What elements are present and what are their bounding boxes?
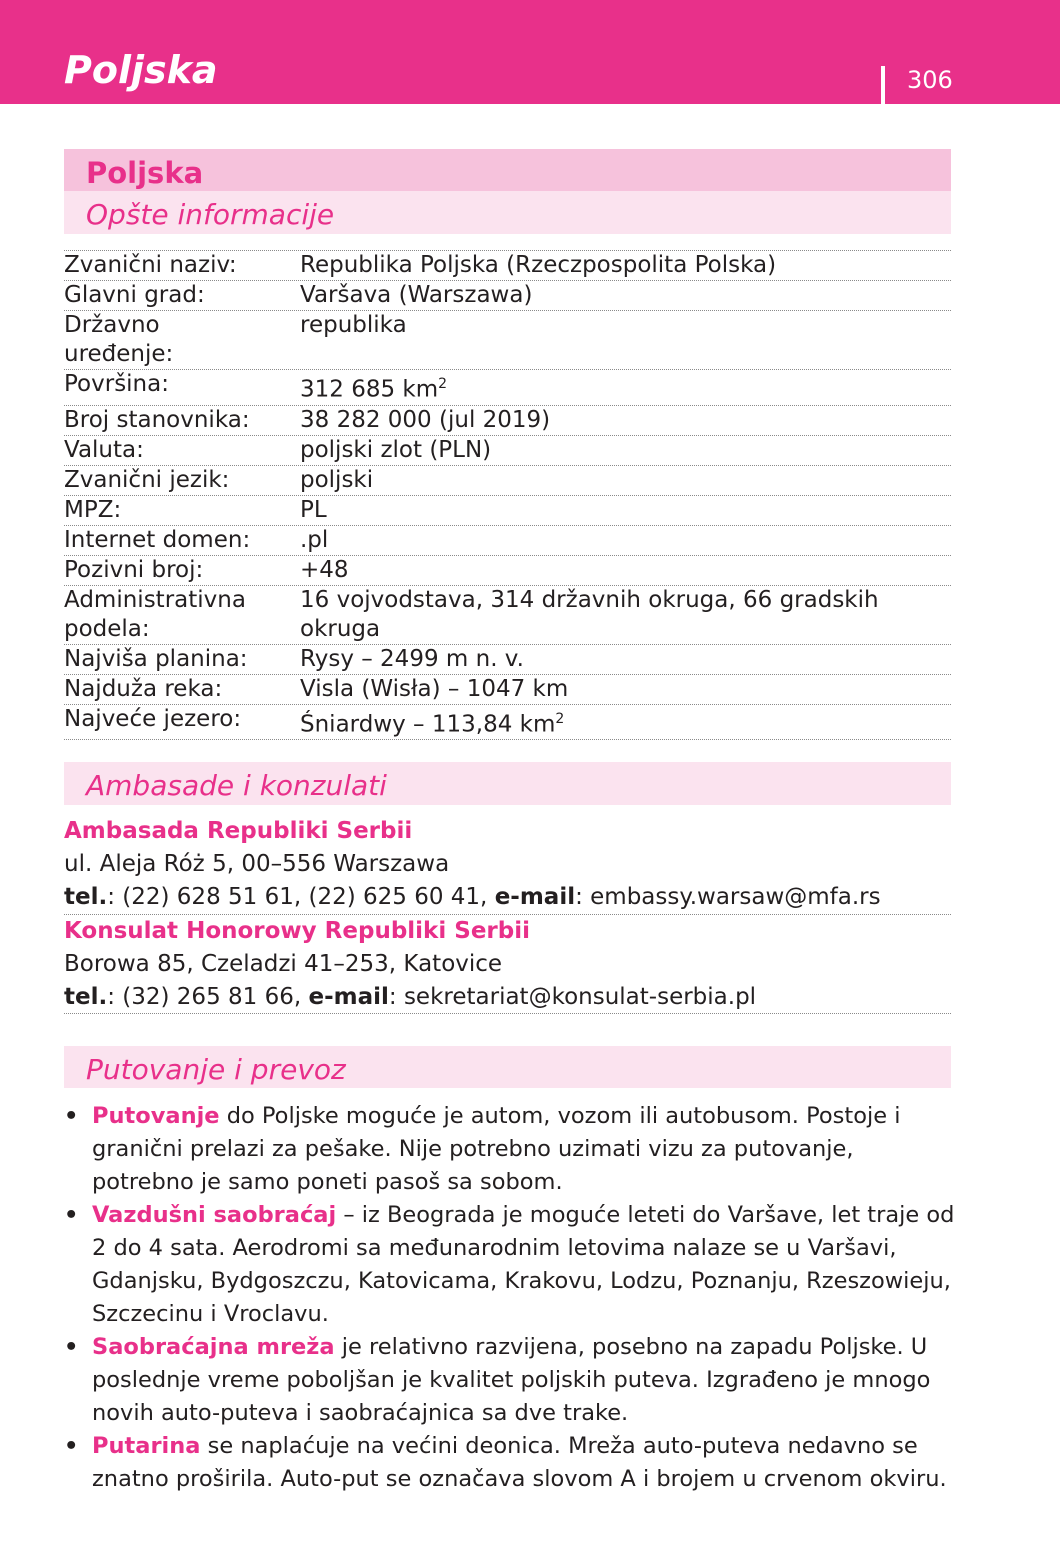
consulate-contact [64, 981, 951, 1014]
general-info-heading: Opšte informacije [86, 198, 335, 231]
info-label: Zvanični jezik: [64, 466, 230, 493]
info-label: Valuta: [64, 436, 144, 463]
bullet-text: je relativno razvijena, posebno na zapadu Poljske. U poslednje vreme poboljšan je kvalitet poljskih puteva. Izgrađeno je mnogo novih auto-puteva i saobraćajnica sa dve trake. [92, 1334, 931, 1426]
info-row [64, 586, 951, 645]
bullet-keyword: Vazdušni saobraćaj [92, 1202, 337, 1228]
consulate-address: Borowa 85, Czeladzi 41–253, Katovice [64, 951, 503, 977]
lake-area-value: Śniardwy – 113,84 km [300, 711, 556, 738]
email-label: e-mail [308, 984, 389, 1010]
info-label: Zvanični naziv: [64, 252, 237, 278]
area-unit-superscript: 2 [438, 376, 448, 392]
list-item [64, 1331, 959, 1430]
info-value: Visla (Wisła) – 1047 km [300, 675, 569, 702]
info-row [64, 496, 951, 526]
section-title: Poljska [86, 156, 204, 190]
info-row [64, 436, 951, 466]
travel-heading: Putovanje i prevoz [86, 1053, 346, 1086]
embassy-name: Ambasada Republiki Serbii [64, 818, 413, 844]
bullet-keyword: Putovanje [92, 1103, 220, 1129]
bullet-keyword: Putarina [92, 1433, 201, 1459]
list-item [64, 1100, 959, 1199]
info-label: MPZ: [64, 496, 122, 523]
info-value: Varšava (Warszawa) [300, 282, 533, 308]
info-row [64, 406, 951, 436]
general-info-table [64, 251, 951, 740]
info-label: Najviša planina: [64, 645, 248, 672]
info-value: Republika Poljska (Rzeczpospolita Polska) [300, 252, 777, 278]
embassy-email: : embassy.warsaw@mfa.rs [575, 884, 881, 910]
info-row [64, 311, 951, 370]
bullet-icon: • [64, 1103, 79, 1129]
info-value: PL [300, 496, 327, 523]
info-value: poljski zlot (PLN) [300, 436, 492, 463]
info-row [64, 556, 951, 586]
consulate-phone: : (32) 265 81 66, [107, 984, 309, 1010]
info-value: Rysy – 2499 m n. v. [300, 645, 524, 672]
info-label: Internet domen: [64, 526, 251, 553]
info-row [64, 251, 951, 281]
info-value [300, 370, 951, 405]
consulate-email: : sekretariat@konsulat-serbia.pl [388, 984, 757, 1010]
bullet-text: se naplaćuje na većini deonica. Mreža auto-puteva nedavno se znatno proširila. Auto-put se označava slovom A i brojem u crvenom okviru. [92, 1433, 947, 1492]
email-label: e-mail [494, 884, 576, 910]
info-value: 38 282 000 (jul 2019) [300, 406, 551, 433]
embassy-phone: : (22) 628 51 61, (22) 625 60 41, [107, 884, 495, 910]
info-label: Pozivni broj: [64, 556, 204, 583]
info-label: Administrativna podela: [64, 586, 246, 642]
embassy-contact [64, 881, 951, 914]
consulate-name: Konsulat Honorowy Republiki Serbii [64, 918, 530, 944]
bullet-text: do Poljske moguće je autom, vozom ili autobusom. Postoje i granični prelazi za pešake. Nije potrebno uzimati vizu za putovanje, potrebno je samo poneti pasoš sa sobom. [92, 1103, 901, 1195]
info-row [64, 675, 951, 705]
lake-area-unit-superscript: 2 [555, 710, 565, 727]
info-row [64, 281, 951, 311]
bullet-keyword: Saobraćajna mreža [92, 1334, 335, 1360]
page-number: 306 [907, 66, 953, 94]
bullet-icon: • [64, 1433, 79, 1459]
info-row [64, 370, 951, 406]
info-label: Državno uređenje: [64, 312, 174, 367]
info-value: .pl [300, 526, 329, 553]
tel-label: tel. [64, 984, 108, 1010]
page-header-title: Poljska [64, 48, 218, 92]
info-label: Najveće jezero: [64, 705, 242, 732]
page-number-divider [881, 66, 885, 104]
info-label: Površina: [64, 371, 169, 397]
info-label: Najduža reka: [64, 675, 223, 702]
info-row [64, 466, 951, 496]
info-value: +48 [300, 556, 349, 583]
list-item [64, 1199, 959, 1331]
info-value: 16 vojvodstava, 314 državnih okruga, 66 gradskih okruga [300, 586, 879, 642]
bullet-text: – iz Beograda je moguće leteti do Varšave, let traje od 2 do 4 sata. Aerodromi sa međunarodnim letovima nalaze se u Varšavi, Gdanjsku, Bydgoszczu, Katovicama, Krakovu, Lodzu, Poznanju, Rzeszowieju, Szczecinu i Vroclavu. [92, 1202, 955, 1327]
info-row [64, 705, 951, 741]
bullet-icon: • [64, 1334, 79, 1360]
consulate-divider [64, 1013, 951, 1014]
embassy-address: ul. Aleja Róż 5, 00–556 Warszawa [64, 851, 450, 877]
info-label: Glavni grad: [64, 282, 205, 308]
info-value: republika [300, 312, 407, 338]
info-value: poljski [300, 466, 374, 493]
area-value: 312 685 km [300, 376, 439, 403]
embassies-heading: Ambasade i konzulati [86, 769, 387, 802]
info-label: Broj stanovnika: [64, 406, 250, 433]
tel-label: tel. [64, 884, 108, 910]
bullet-icon: • [64, 1202, 79, 1228]
info-value [300, 705, 951, 740]
info-row [64, 645, 951, 675]
travel-bullet-list [64, 1100, 959, 1496]
info-row [64, 526, 951, 556]
list-item [64, 1430, 959, 1496]
